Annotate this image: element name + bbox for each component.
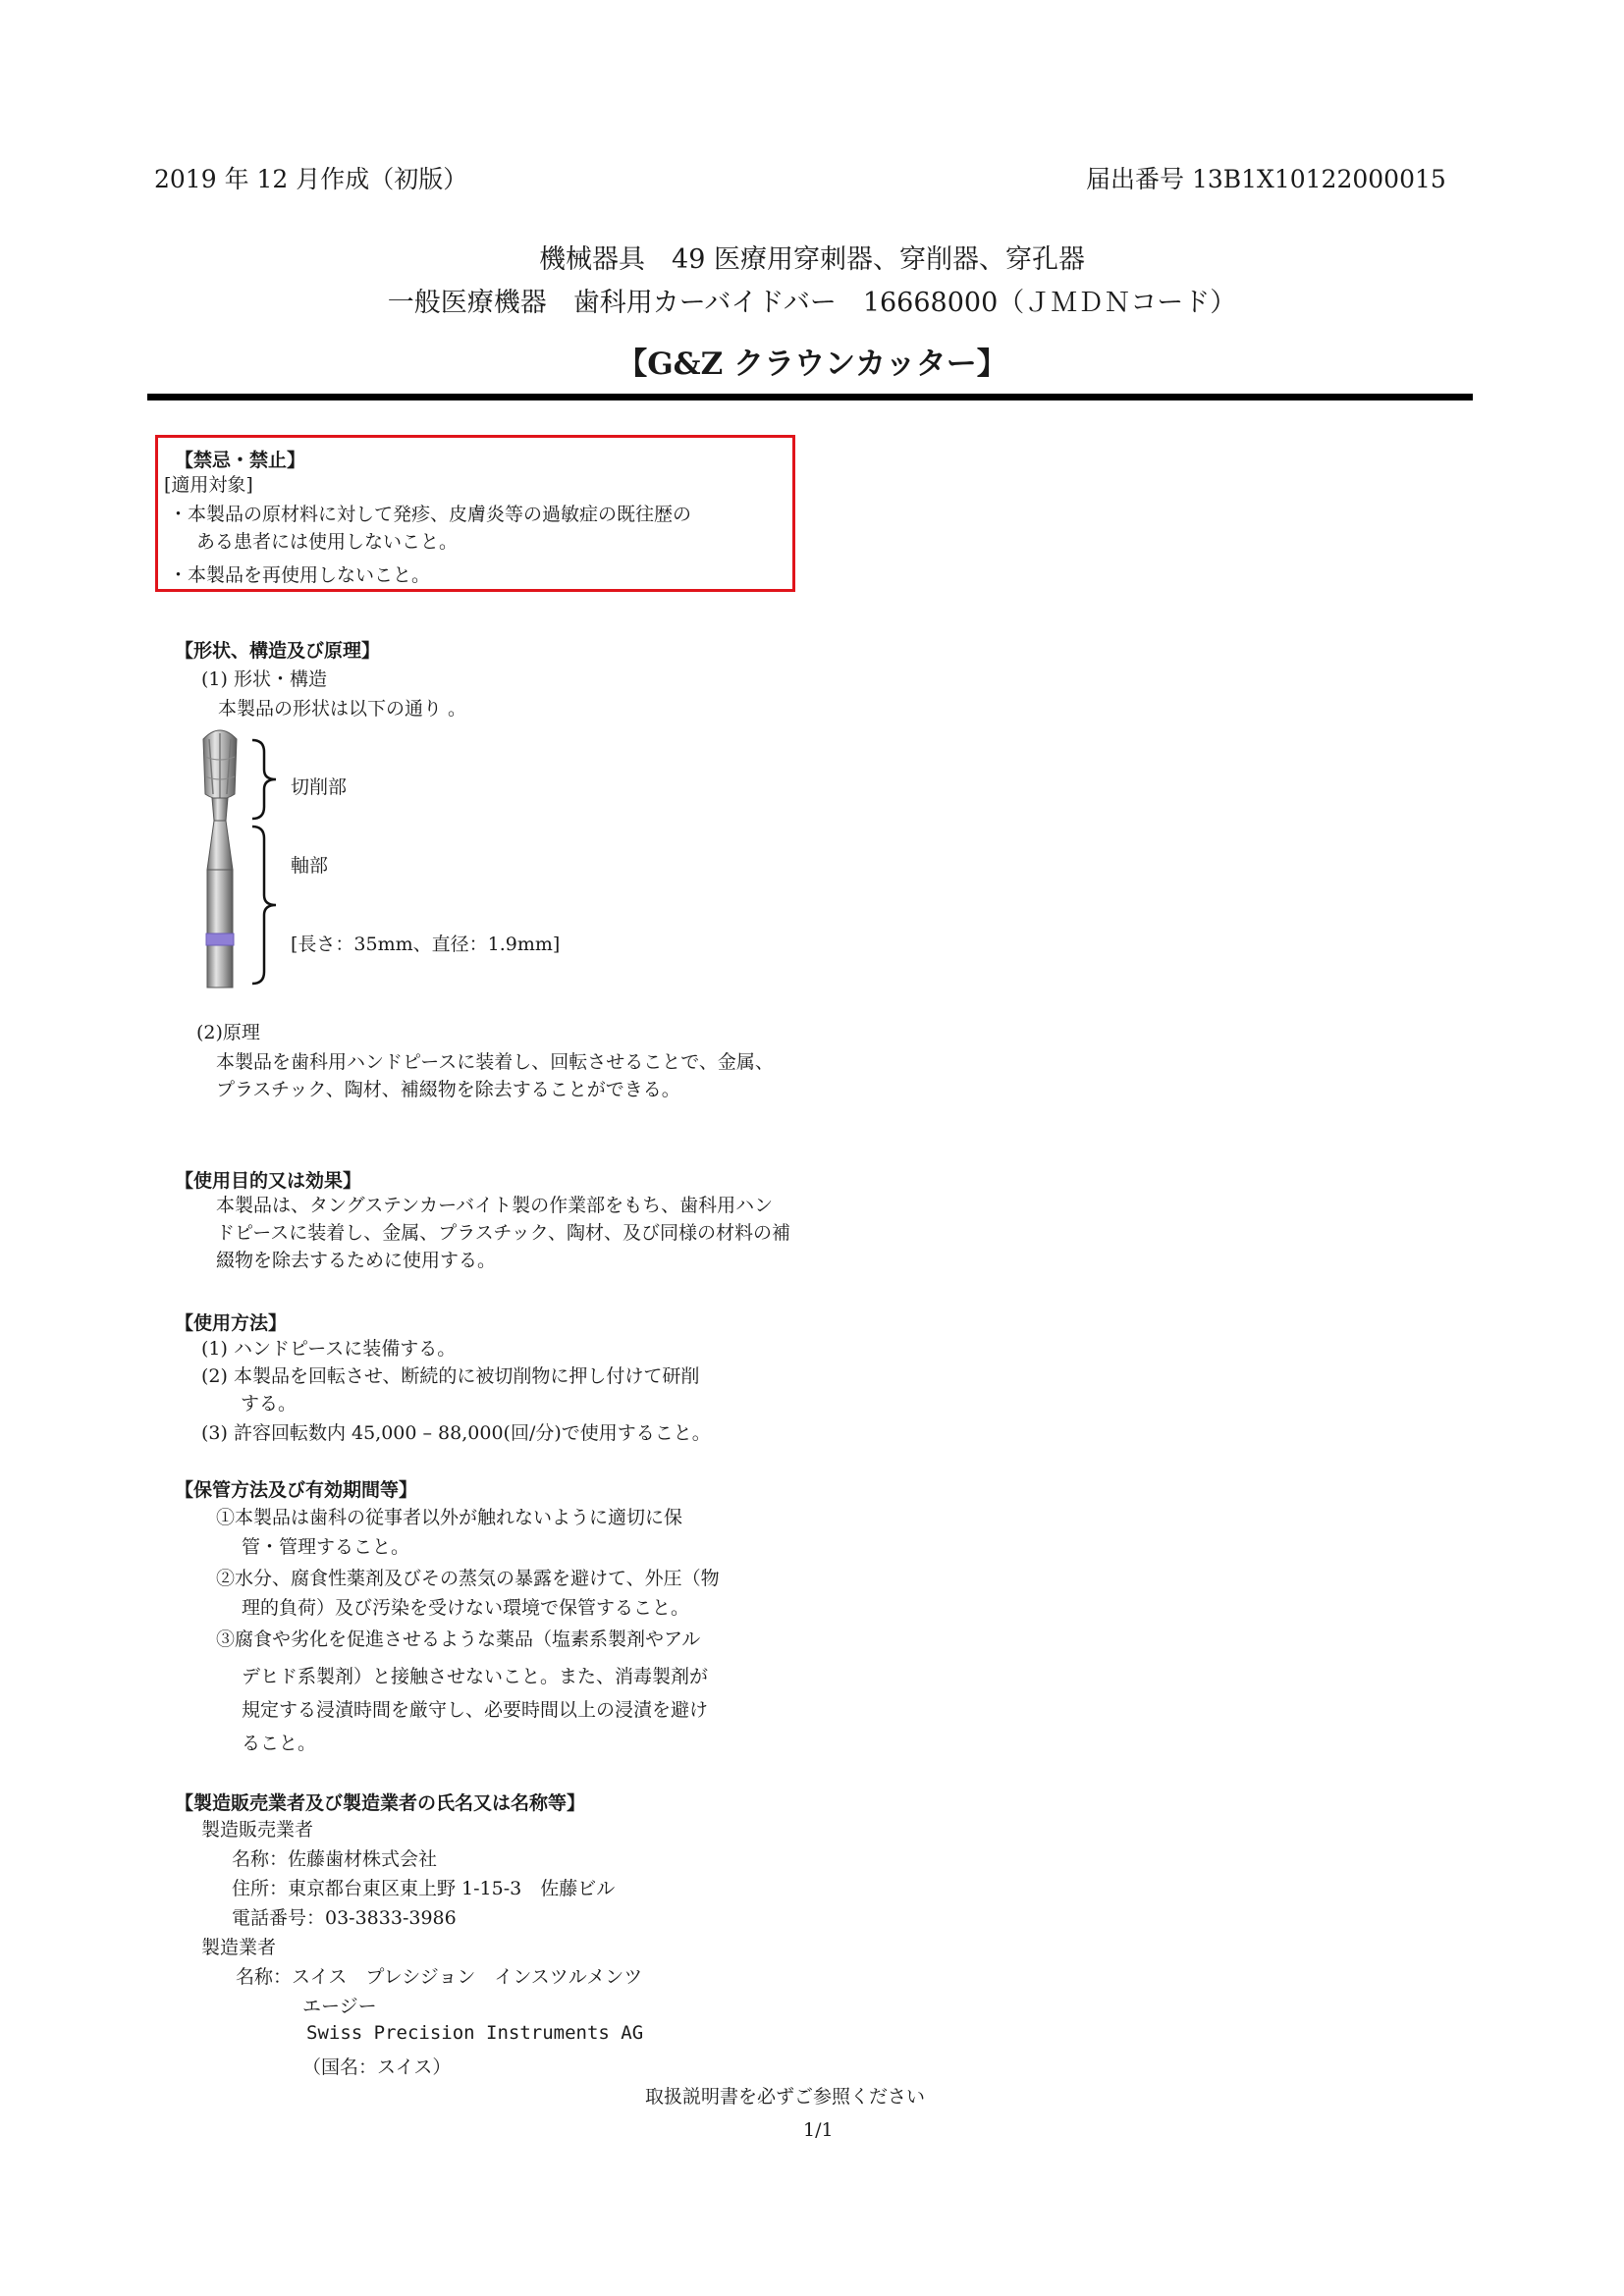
usage-item-3: (3) 許容回転数内 45,000 – 88,000(回/分)で使用すること。 (201, 1422, 711, 1444)
notification-number: 届出番号 13B1X10122000015 (1086, 165, 1446, 193)
principle-paragraph: 本製品を歯科用ハンドピースに装着し、回転させることで、金属、プラスチック、陶材、補綴物を除去することができる。 (216, 1051, 774, 1100)
principle-text (216, 1048, 791, 1103)
contraindications-heading: 【禁忌・禁止】 (175, 450, 306, 471)
purpose-heading: 【使用目的又は効果】 (175, 1170, 362, 1192)
storage-item-1-cont: 管・管理すること。 (242, 1536, 410, 1558)
seller-phone: 電話番号：03-3833-3986 (232, 1907, 457, 1929)
shaft-part-brace (250, 825, 280, 986)
contraindications-subheading: [適用対象] (164, 474, 253, 496)
maker-label: 製造業者 (201, 1937, 277, 1958)
storage-heading: 【保管方法及び有効期間等】 (175, 1479, 418, 1501)
contraindication-item-2: ・本製品を再使用しないこと。 (169, 564, 431, 586)
shape-heading: 【形状、構造及び原理】 (175, 640, 381, 662)
manufacturer-heading: 【製造販売業者及び製造業者の氏名又は名称等】 (175, 1792, 586, 1814)
usage-item-2: (2) 本製品を回転させ、断続的に被切削物に押し付けて研削 (201, 1365, 700, 1387)
seller-label: 製造販売業者 (201, 1819, 314, 1841)
bur-illustration (191, 727, 248, 992)
label-cutting-part: 切削部 (291, 776, 348, 798)
principle-sub: (2)原理 (196, 1022, 260, 1043)
maker-name-english: Swiss Precision Instruments AG (306, 2022, 644, 2044)
label-shaft-part: 軸部 (291, 855, 329, 877)
seller-name: 名称：佐藤歯材株式会社 (232, 1848, 438, 1870)
cutting-part-brace (250, 738, 280, 821)
usage-item-2-cont: する。 (241, 1393, 298, 1415)
dimensions: [長さ：35mm、直径：1.9mm] (291, 934, 561, 955)
created-date: 2019 年 12 月作成（初版） (154, 165, 468, 193)
storage-item-3-cont-3: ること。 (242, 1733, 317, 1754)
storage-item-3-cont-1: デヒド系製剤）と接触させないこと。また、消毒製剤が (242, 1666, 709, 1687)
title-rule (147, 394, 1473, 400)
storage-item-3-cont-2: 規定する浸漬時間を厳守し、必要時間以上の浸漬を避け (242, 1699, 709, 1721)
contraindication-item-1: ・本製品の原材料に対して発疹、皮膚炎等の過敏症の既往歴の (169, 504, 692, 525)
storage-item-2-cont: 理的負荷）及び汚染を受けない環境で保管すること。 (242, 1597, 690, 1619)
purpose-text: 本製品は、タングステンカーバイト製の作業部をもち、歯科用ハンドピースに装着し、金属、プラスチック、陶材、及び同様の材料の補綴物を除去するために使用する。 (216, 1195, 791, 1271)
maker-country: （国名：スイス） (302, 2056, 452, 2078)
footer-note: 取扱説明書を必ずご参照ください (645, 2086, 926, 2108)
storage-item-1: ①本製品は歯科の従事者以外が触れないように適切に保 (216, 1507, 683, 1528)
maker-name-cont: エージー (302, 1996, 377, 2017)
product-title: 【G&Z クラウンカッター】 (617, 347, 1007, 382)
storage-item-2: ②水分、腐食性薬剤及びその蒸気の暴露を避けて、外圧（物 (216, 1568, 720, 1589)
usage-item-1: (1) ハンドピースに装備する。 (201, 1338, 457, 1360)
contraindication-item-1-cont: ある患者には使用しないこと。 (196, 531, 459, 553)
storage-item-3: ③腐食や劣化を促進させるような薬品（塩素系製剤やアル (216, 1629, 701, 1650)
device-classification: 機械器具 49 医療用穿刺器、穿削器、穿孔器 (539, 244, 1085, 275)
usage-heading: 【使用方法】 (175, 1312, 288, 1334)
shape-desc: 本製品の形状は以下の通り 。 (218, 698, 467, 720)
device-category: 一般医療機器 歯科用カーバイドバー 16668000（ＪＭＤＮコード） (387, 288, 1237, 318)
shape-sub1: (1) 形状・構造 (201, 668, 327, 690)
seller-address: 住所：東京都台東区東上野 1-15-3 佐藤ビル (232, 1878, 616, 1899)
maker-name: 名称：スイス プレシジョン インスツルメンツ (236, 1966, 643, 1988)
page-number: 1/1 (803, 2119, 834, 2141)
